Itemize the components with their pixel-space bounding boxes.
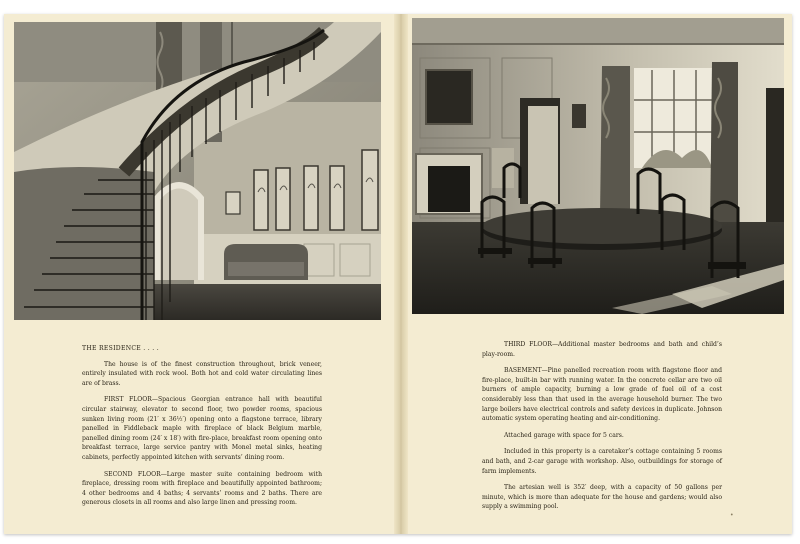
left-page-text <box>82 344 322 515</box>
staircase-illustration <box>14 22 381 320</box>
entrance-hall-photo <box>14 22 381 320</box>
left-page <box>4 14 394 534</box>
residence-intro-paragraph: The house is of the finest construction throughout, brick veneer, entirely insulated with rock wool. Both hot and cold water circulating lines are of brass. <box>82 360 322 387</box>
dining-room-illustration <box>412 18 784 314</box>
third-floor-paragraph: THIRD FLOOR—Additional master bedrooms and bath and child’s play-room. <box>482 341 722 358</box>
first-floor-paragraph: FIRST FLOOR—Spacious Georgian entrance hall with beautiful circular stairway, elevator to second floor, two powder rooms, spacious sunken living room (21′ x 36½′) opening onto a flagstone terrace, library panelled in Fiddleback maple with fireplace of black Belgium marble, panelled dining room (24′ x 18′) with fire-place, breakfast room opening onto breakfast terrace, large service pantry with Monel metal sinks, heating cabinets, perfectly appointed kitchen with servants’ dining room. <box>82 396 322 461</box>
basement-paragraph: BASEMENT—Pine panelled recreation room with flagstone floor and fire-place, built-in bar with running water. In the concrete cellar are two oil burners of ample capacity, burning a low grade of fuel oil of a cost considerably less than that used in the average household burner. The two large boilers have electrical controls and safety devices in duplicate. Johnson automatic system operating heating and air-conditioning. <box>482 367 722 423</box>
second-floor-paragraph: SECOND FLOOR—Large master suite containing bedroom with fireplace, dressing room with fireplace and beautifully appointed bathroom; 4 other bedrooms and 4 baths; 4 servants’ rooms and 2 baths. There are generous closets in all rooms and also large linen and pressing room. <box>82 470 322 507</box>
artesian-well-paragraph: The artesian well is 352′ deep, with a capacity of 50 gallons per minute, which is more than adequate for the house and gardens; would also supply a swimming pool. <box>482 484 722 511</box>
caretaker-cottage-paragraph: Included in this property is a caretaker’s cottage containing 5 rooms and bath, and 2-car garage with workshop. Also, outbuildings for storage of farm implements. <box>482 448 722 475</box>
brochure-spread <box>4 14 792 534</box>
right-page <box>408 14 792 534</box>
page-gutter <box>394 14 408 534</box>
page-mark: • <box>730 512 734 519</box>
garage-paragraph: Attached garage with space for 5 cars. <box>504 431 624 439</box>
residence-heading: THE RESIDENCE . . . . <box>82 345 159 352</box>
dining-room-photo <box>412 18 784 314</box>
right-page-text <box>482 340 722 519</box>
